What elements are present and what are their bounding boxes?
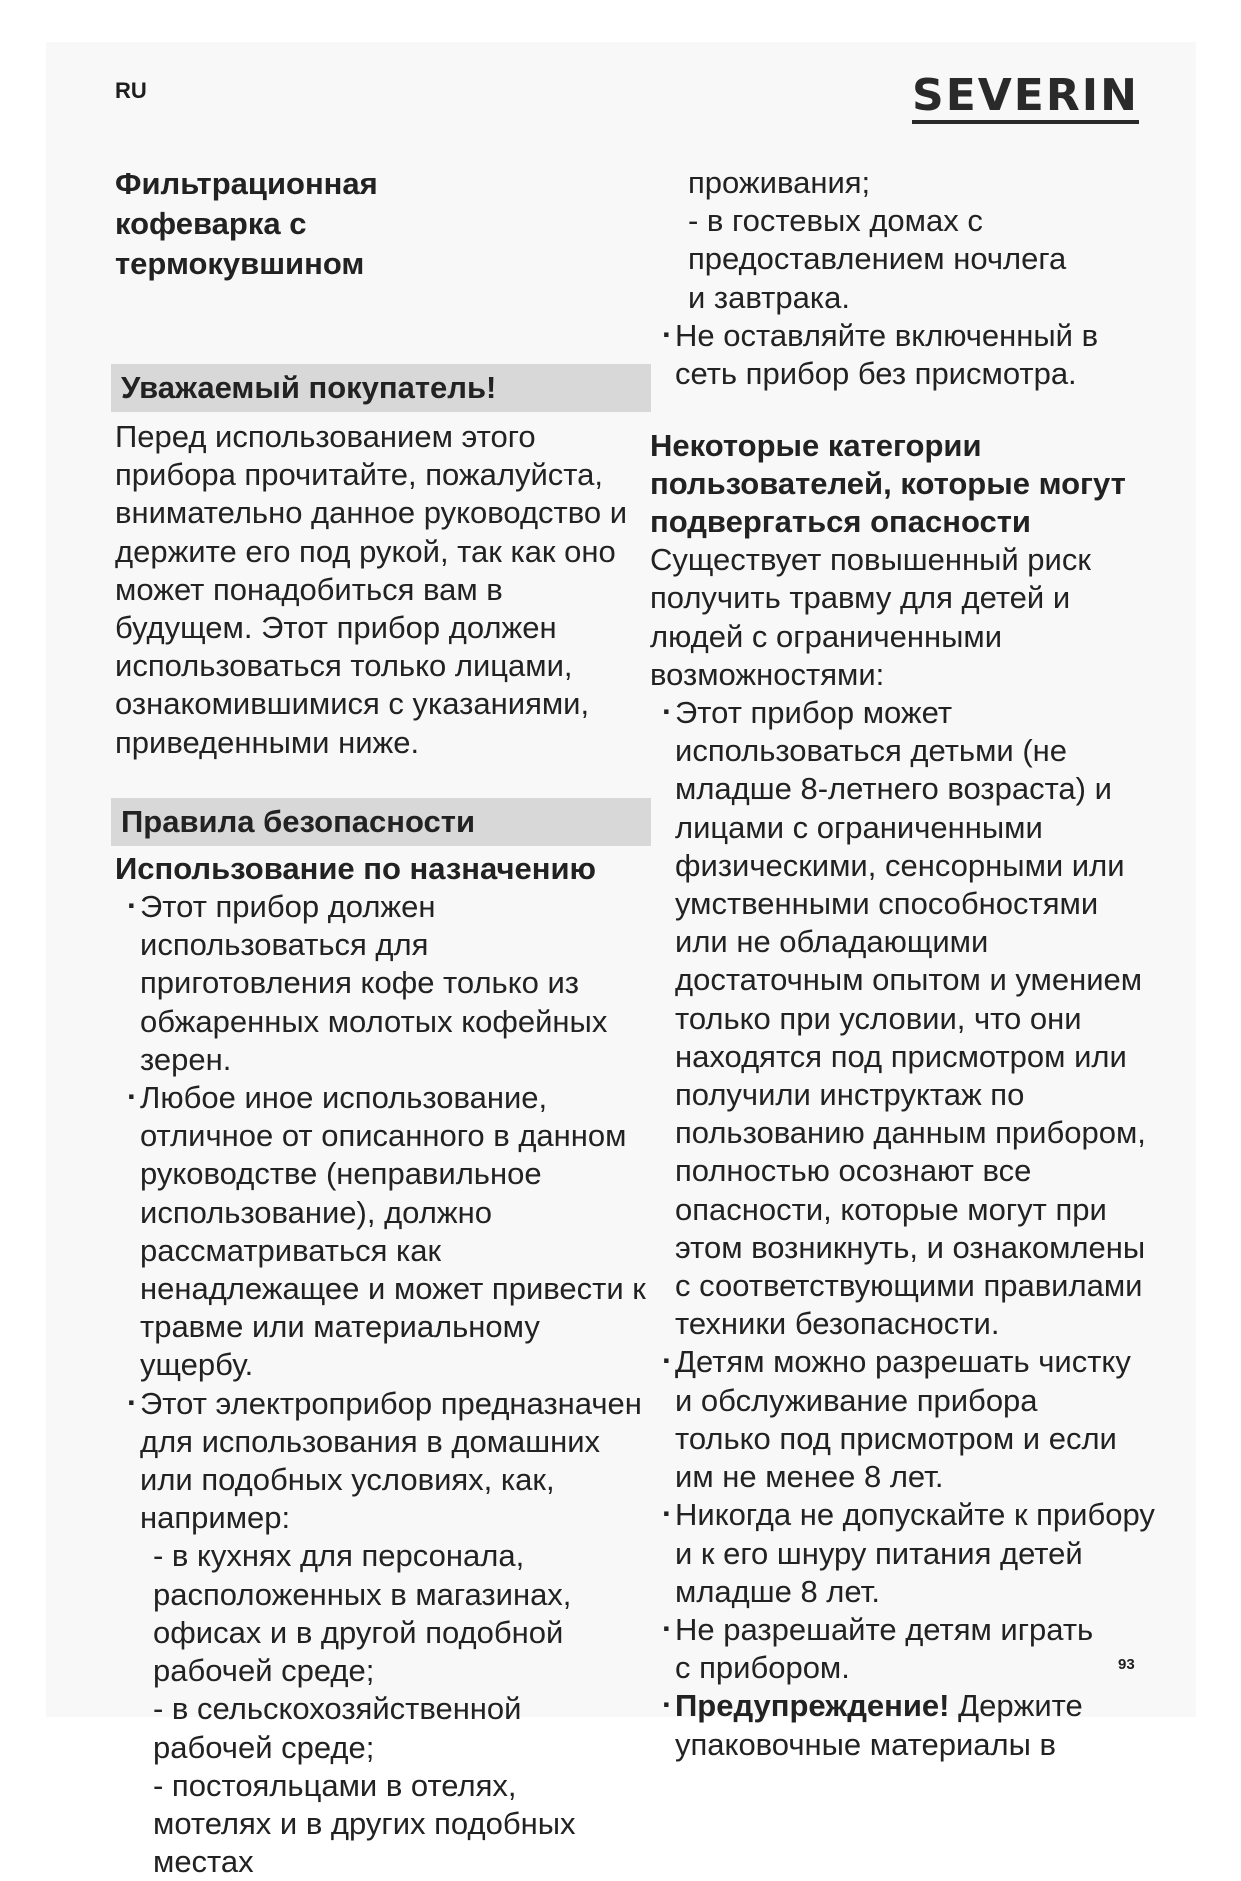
subheading-intended-use: Использование по назначению <box>115 850 596 886</box>
dash-item-hotels: - постояльцами в отелях, мотелях и в других подобных местах <box>153 1767 576 1880</box>
intro-paragraph: Перед использованием этого прибора прочитайте, пожалуйста, внимательно данное руководство и держите его под рукой, так как оно может понадобиться вам в будущем. Этот прибор должен использоваться только лицами, ознакомившимися с указаниями, приведенными ниже. <box>115 419 628 760</box>
dash-item-hotels-continued: проживания; <box>688 165 871 200</box>
section-heading-safety: Правила безопасности <box>111 798 651 846</box>
dash-item-guest-houses: - в гостевых домах с предоставлением ночлега и завтрака. <box>688 203 1067 315</box>
section-heading-risk-groups: Некоторые категории пользователей, которые могут подвергаться опасности <box>650 428 1126 540</box>
right-column <box>650 164 1155 1764</box>
left-column <box>115 164 646 1881</box>
dash-item-staff-kitchens: - в кухнях для персонала, расположенных в магазинах, офисах и в другой подобной рабочей среде; <box>153 1538 572 1689</box>
bullet-unattended: · Не оставляйте включенный в сеть прибор без присмотра. <box>650 317 1145 393</box>
section-heading-customer: Уважаемый покупатель! <box>111 364 651 412</box>
severin-logo: SEVERIN <box>912 74 1139 124</box>
bullet-power-cord: · Никогда не допускайте к прибору и к его шнуру питания детей младше 8 лет. <box>650 1496 1160 1611</box>
bullet-warning <box>650 1687 1105 1763</box>
bullet-children-usage: · Этот прибор может использоваться детьми (не младше 8-летнего возраста) и лицами с ограниченными физическими, сенсорными или умственными способностями или не обладающими достаточным опытом и умением только при условии, что они находятся под присмотром или получили инструктаж по пользованию данным прибором, полностью осознают все опасности, которые могут при этом возникнуть, и ознакомлены с соответствующими правилами техники безопасности. <box>650 694 1155 1343</box>
bullet-intended-use-3: · Этот электроприбор предназначен для использования в домашних или подобных условиях, как, например: <box>115 1385 650 1538</box>
page-number: 93 <box>1118 1656 1135 1673</box>
risk-intro: Существует повышенный риск получить травму для детей и людей с ограниченными возможностями: <box>650 542 1091 692</box>
warning-label: Предупреждение! <box>675 1688 950 1724</box>
dash-item-agricultural: - в сельскохозяйственной рабочей среде; <box>153 1691 522 1765</box>
language-code: RU <box>115 78 147 103</box>
bullet-intended-use-1: · Этот прибор должен использоваться для приготовления кофе только из обжаренных молотых кофейных зерен. <box>115 888 620 1079</box>
bullet-cleaning: · Детям можно разрешать чистку и обслуживание прибора только под присмотром и если им не менее 8 лет. <box>650 1343 1135 1496</box>
bullet-no-play: · Не разрешайте детям играть с прибором. <box>650 1611 1095 1687</box>
warning-text: Держите упаковочные материалы в <box>675 1688 1083 1762</box>
bullet-intended-use-2: · Любое иное использование, отличное от описанного в данном руководстве (неправильное использование), должно рассматриваться как ненадлежащее и может привести к травме или материальному ущербу. <box>115 1079 650 1385</box>
document-title: Фильтрационная кофеварка с термокувшином <box>115 166 378 281</box>
